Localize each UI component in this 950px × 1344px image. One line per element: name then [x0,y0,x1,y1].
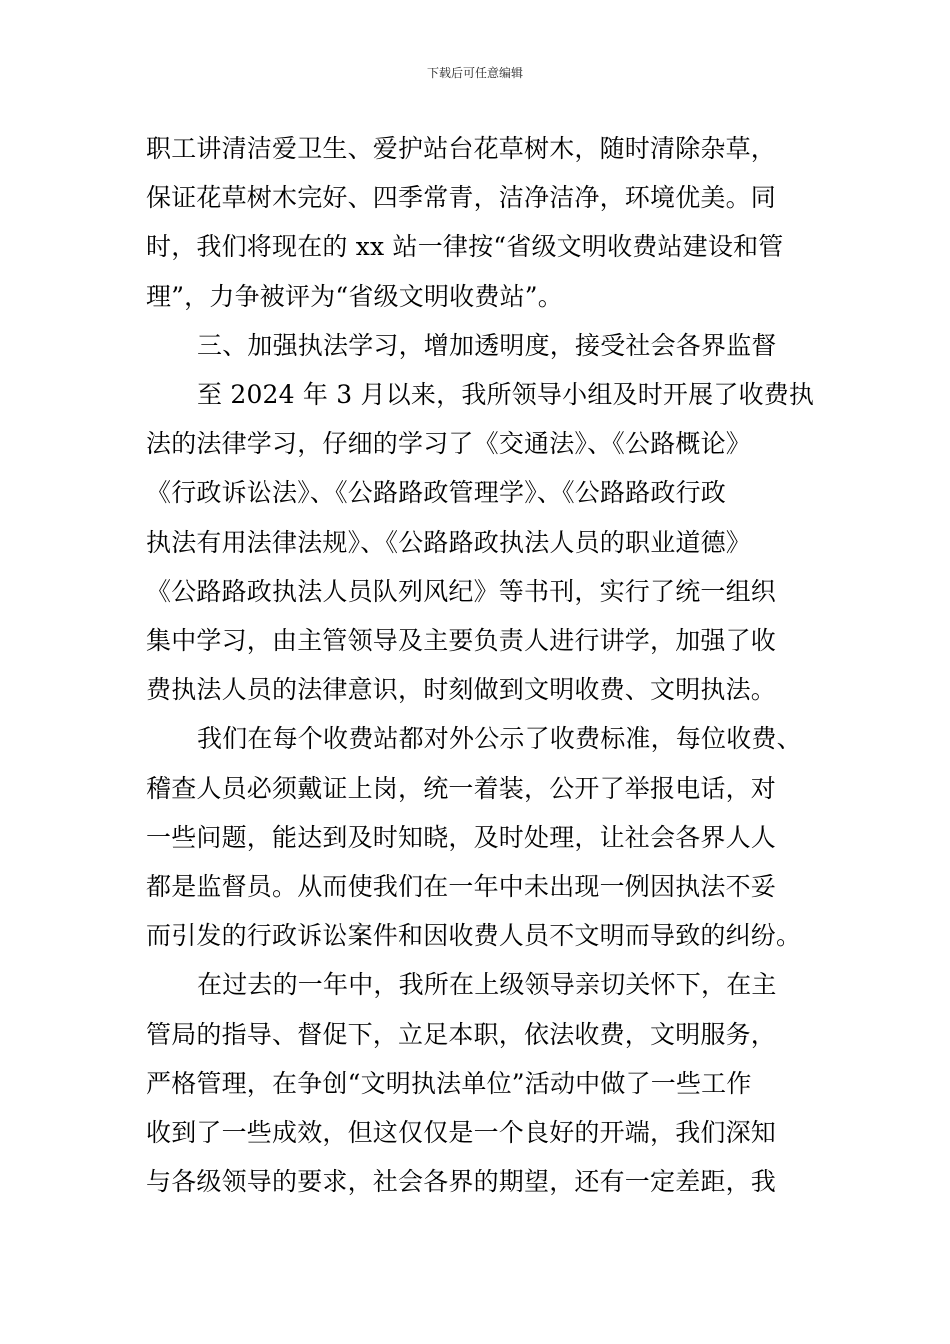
text-line: 时，我们将现在的 xx 站一律按“省级文明收费站建设和管 [146,232,784,262]
text-line: 而引发的行政诉讼案件和因收费人员不文明而导致的纠纷。 [146,921,802,951]
text-line: 理”，力争被评为“省级文明收费站”。 [146,281,563,311]
text-line: 在过去的一年中，我所在上级领导亲切关怀下，在主 [197,970,777,1000]
text-line: 管局的指导、督促下，立足本职，依法收费，文明服务， [146,1019,777,1049]
text-line: 《公路路政执法人员队列风纪》等书刊，实行了统一组织 [146,576,777,606]
page-header: 下载后可任意编辑 [426,66,523,80]
text-line: 都是监督员。从而使我们在一年中未出现一例因执法不妥 [146,872,777,901]
text-line: 法的法律学习，仔细的学习了《交通法》、《公路概论》 [146,429,752,459]
text-line: 至 2024 年 3 月以来，我所领导小组及时开展了收费执 [197,380,815,409]
text-line: 保证花草树木完好、四季常青，洁净洁净，环境优美。同 [146,183,777,213]
text-line: 集中学习，由主管领导及主要负责人进行讲学，加强了收 [146,626,777,655]
text-line: 《行政诉讼法》、《公路路政管理学》、《公路路政行政 [146,478,727,508]
text-line: 费执法人员的法律意识，时刻做到文明收费、文明执法。 [146,675,777,705]
text-line: 三、加强执法学习，增加透明度，接受社会各界监督 [197,330,777,360]
text-line: 与各级领导的要求，社会各界的期望，还有一定差距，我 [146,1167,777,1197]
text-line: 一些问题，能达到及时知晓，及时处理，让社会各界人人 [146,822,777,852]
text-line: 稽查人员必须戴证上岗，统一着装，公开了举报电话，对 [146,773,777,803]
text-line: 我们在每个收费站都对外公示了收费标准，每位收费、 [197,724,802,754]
text-line: 收到了一些成效，但这仅仅是一个良好的开端，我们深知 [146,1118,777,1147]
text-line: 严格管理，在争创“文明执法单位”活动中做了一些工作 [146,1068,752,1098]
text-line: 职工讲清洁爱卫生、爱护站台花草树木，随时清除杂草， [146,134,777,163]
text-line: 执法有用法律法规》、《公路路政执法人员的职业道德》 [146,527,752,557]
